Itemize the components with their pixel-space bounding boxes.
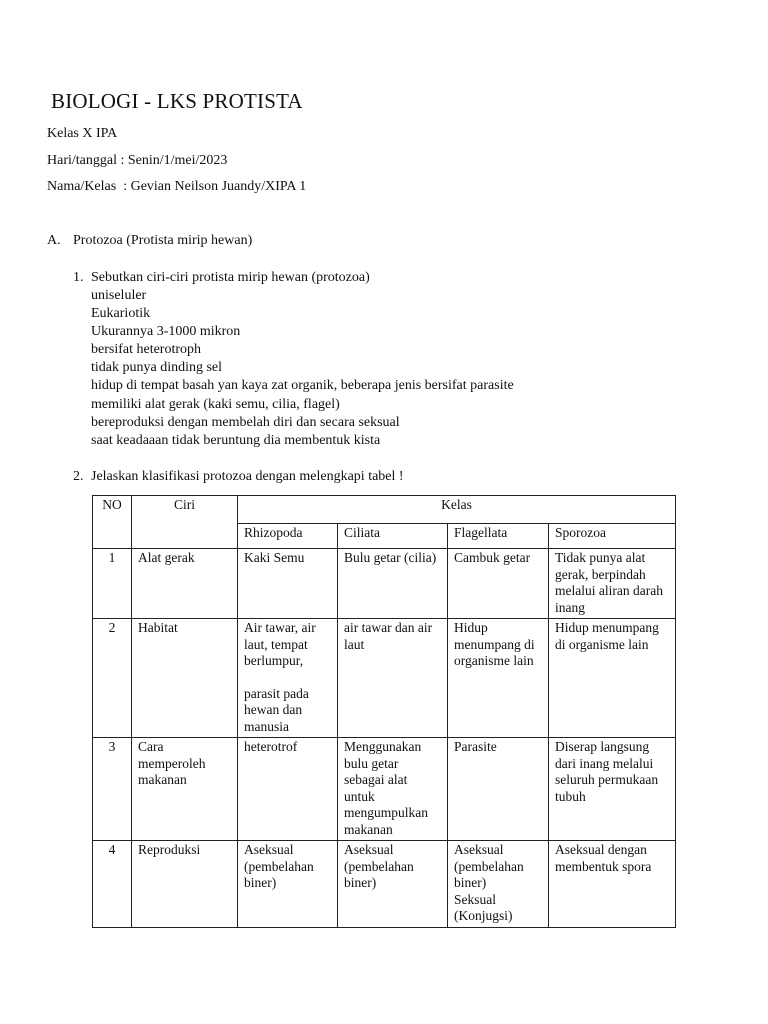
cell-sporozoa: Diserap langsung dari inang melalui seluruh permukaan tubuh [549,738,676,841]
cell-sporozoa: Tidak punya alat gerak, berpindah melalui aliran darah inang [549,549,676,619]
table-row [93,738,676,841]
header-class: Rhizopoda [238,524,338,549]
cell-text: Air tawar, air laut, tempat berlumpur, [244,620,316,668]
table-row [93,841,676,928]
cell-rhizopoda [238,549,338,619]
class-line: Kelas X IPA [47,126,118,141]
cell-text: Cambuk getar [454,550,531,565]
answer-list [91,287,514,450]
cell-text: parasit pada hewan dan manusia [244,685,309,734]
row-number: 1 [93,549,132,619]
row-number: 4 [93,841,132,928]
row-number: 2 [93,619,132,738]
list-item: hidup di tempat basah yan kaya zat organik, beberapa jenis bersifat parasite [91,378,514,394]
cell-flagellata [448,619,549,738]
cell-sporozoa: Hidup menumpang di organisme lain [549,619,676,738]
table-row [93,549,676,619]
list-item: saat keadaaan tidak beruntung dia membentuk kista [91,432,381,448]
document-title: BIOLOGI - LKS PROTISTA [51,89,303,113]
question-1 [73,269,370,287]
row-ciri: Reproduksi [132,841,238,928]
row-ciri: Alat gerak [132,549,238,619]
table-header-row [93,496,676,524]
classification-table [92,495,676,928]
cell-text: Aseksual (pembelahan biner) [454,842,524,890]
cell-text: Aseksual (pembelahan biner) [244,842,314,890]
cell-text: Seksual (Konjugsi) [454,891,513,923]
question-number: 1. [73,270,84,285]
question-text: Jelaskan klasifikasi protozoa dengan melengkapi tabel ! [91,469,404,484]
list-item: bereproduksi dengan membelah diri dan secara seksual [91,414,400,430]
row-ciri: Habitat [132,619,238,738]
cell-text: Hidup menumpang di organisme lain [454,620,535,668]
cell-ciliata: Menggunakan bulu getar sebagai alat untuk mengumpulkan makanan [338,738,448,841]
cell-ciliata: Aseksual (pembelahan biner) [338,841,448,928]
cell-sporozoa: Aseksual dengan membentuk spora [549,841,676,928]
list-item: bersifat heterotroph [91,342,202,358]
header-no: NO [93,496,132,549]
cell-rhizopoda [238,841,338,928]
cell-flagellata [448,549,549,619]
header-kelas: Kelas [238,496,676,524]
header-ciri: Ciri [132,496,238,549]
cell-text: Parasite [454,739,497,754]
question-text: Sebutkan ciri-ciri protista mirip hewan (protozoa) [91,270,370,285]
cell-flagellata [448,841,549,928]
table-row [93,619,676,738]
cell-flagellata [448,738,549,841]
cell-rhizopoda [238,619,338,738]
row-number: 3 [93,738,132,841]
cell-ciliata: Bulu getar (cilia) [338,549,448,619]
header-class: Flagellata [448,524,549,549]
cell-rhizopoda [238,738,338,841]
list-item: memiliki alat gerak (kaki semu, cilia, flagel) [91,396,340,412]
cell-text: Kaki Semu [244,550,305,565]
row-ciri: Cara memperoleh makanan [132,738,238,841]
header-class: Sporozoa [549,524,676,549]
cell-text: heterotrof [244,739,298,754]
date-line: Hari/tanggal : Senin/1/mei/2023 [47,153,228,168]
section-title: Protozoa (Protista mirip hewan) [73,233,253,248]
section-letter: A. [47,233,61,248]
question-2 [73,468,404,486]
section-a [47,232,252,250]
list-item: uniseluler [91,288,147,303]
cell-ciliata: air tawar dan air laut [338,619,448,738]
name-line: Nama/Kelas : Gevian Neilson Juandy/XIPA 1 [47,179,307,194]
list-item: Eukariotik [91,306,151,322]
list-item: Ukurannya 3-1000 mikron [91,324,241,340]
question-number: 2. [73,469,84,484]
header-class: Ciliata [338,524,448,549]
list-item: tidak punya dinding sel [91,360,223,376]
